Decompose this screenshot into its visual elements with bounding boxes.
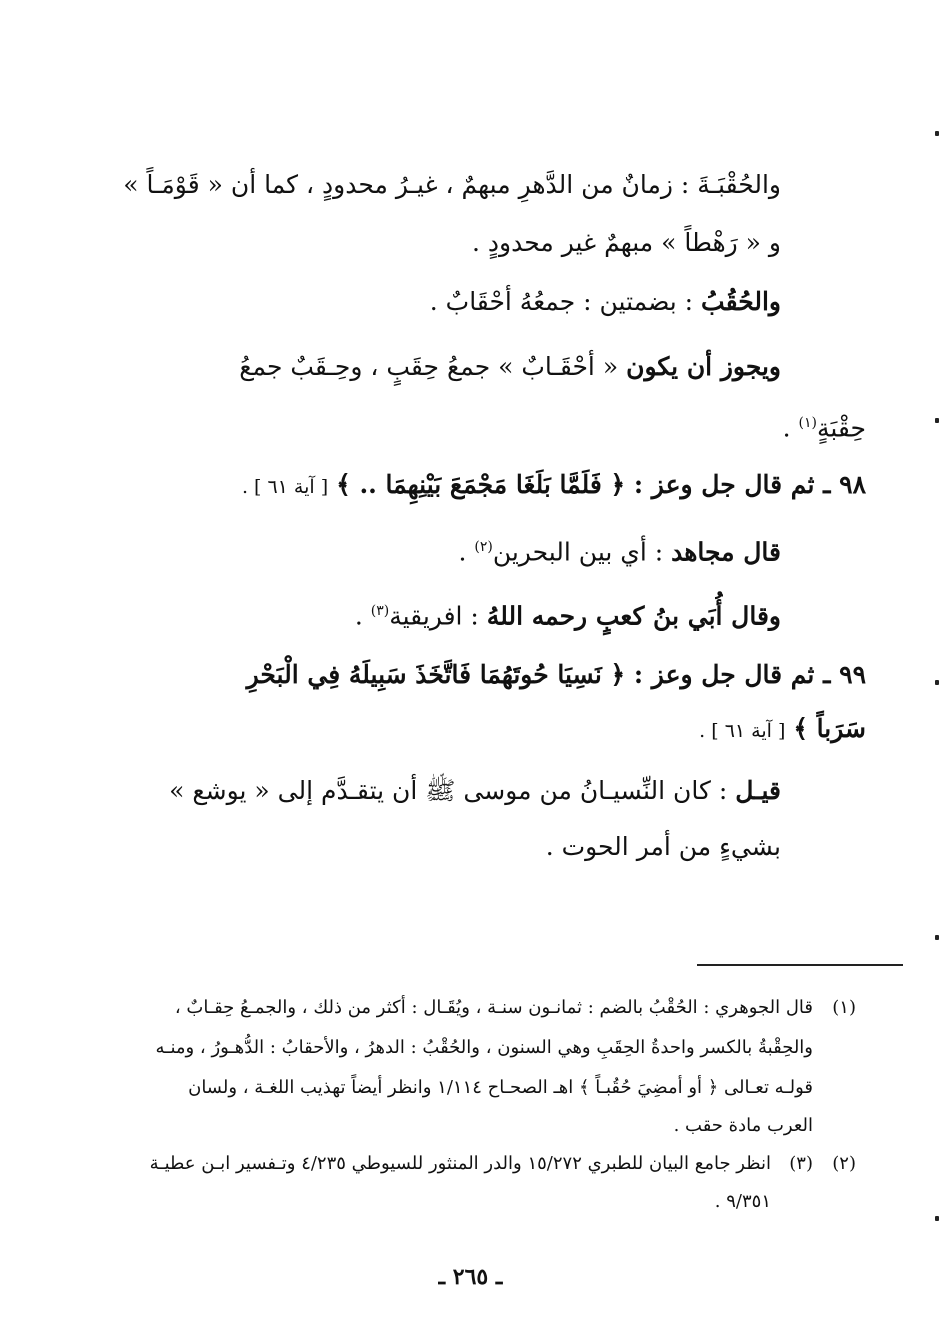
term-qil: قيـل xyxy=(735,776,781,805)
text-run: . xyxy=(354,601,363,631)
text-run: (١) xyxy=(832,997,856,1018)
item-99-line2 xyxy=(699,712,866,748)
verse-ref-99: [ آية ٦١ ] . xyxy=(699,720,786,742)
item-98-heading: ٩٨ ـ ثم قال جل وعز : ﴿ فَلَمَّا بَلَغَا مَجْمَعَ بَيْنِهِمَا .. ﴾ xyxy=(336,470,866,499)
text-run: العرب مادة حقب . xyxy=(673,1115,813,1136)
paragraph-ahqab-line1 xyxy=(239,350,781,384)
paragraph-huqbah-line2 xyxy=(472,226,781,260)
footnote-1-line3 xyxy=(188,1075,813,1101)
edge-mark xyxy=(935,1216,939,1221)
footnote-1-line4 xyxy=(674,1113,813,1139)
verse-ref-98: [ آية ٦١ ] . xyxy=(241,476,329,498)
paragraph-qil-line1 xyxy=(169,774,781,808)
footnote-2-line2 xyxy=(715,1189,771,1215)
speaker-mujahid: قال مجاهد xyxy=(671,537,781,567)
footnote-ref-3: (٣) xyxy=(370,603,390,619)
item-99-heading: ٩٩ ـ ثم قال جل وعز : ﴿ نَسِيَا حُوتَهُمَا فَاتَّخَذَ سَبِيلَهُ فِي الْبَحْرِ xyxy=(246,660,866,689)
speaker-ubay: وقال أُبَي بنُ كعبٍ رحمه اللهُ xyxy=(486,601,781,631)
text-run: : بضمتين : جمعُهُ أحْقَابٌ . xyxy=(429,287,694,316)
footnote-1-line2 xyxy=(156,1035,813,1061)
footnote-ref-1: (١) xyxy=(798,415,817,431)
edge-mark xyxy=(935,680,939,685)
text-run: والحُقْبَـةَ : زمانٌ من الدَّهرِ مبهمٌ ، غيـرُ محدودٍ ، كما أن « قَوْمَـاً » xyxy=(123,170,781,199)
text-run: والحِقْبةُ بالكسر واحدةُ الحِقَبِ وهي السنون ، والحُقْبُ : الدهرُ ، والأحقابُ : الدُّهـورُ ، ومنـه xyxy=(155,1037,813,1058)
text-run: : افريقية xyxy=(389,601,479,631)
text-run: و « رَهْطاً » مبهمٌ غير محدودٍ . xyxy=(472,228,781,257)
phrase-yajuz: ويجوز أن يكون xyxy=(626,352,781,381)
edge-mark xyxy=(935,131,939,136)
text-run: « أحْقَـابٌ » جمعُ حِقَبٍ ، وحِـقَبٌ جمعُ xyxy=(239,352,619,381)
text-run: قال الجوهري : الحُقْبُ بالضم : ثمانـون سنـة ، ويُقَـال : أكثر من ذلك ، والجمـعُ حِقـابٌ ، xyxy=(174,997,813,1018)
paragraph-ahqab-line2 xyxy=(783,406,866,445)
text-run: : كان النِّسيـانُ من موسى ﷺ أن يتقـدَّم إلى « يوشع » xyxy=(169,776,728,805)
text-run: . xyxy=(458,537,467,567)
paragraph-huqub xyxy=(430,285,781,319)
edge-mark xyxy=(935,418,939,423)
item-99-line1 xyxy=(247,658,866,692)
footnote-2-line1 xyxy=(150,1151,771,1177)
paragraph-mujahid xyxy=(458,530,781,569)
paragraph-ubay xyxy=(355,594,781,633)
text-run: (٣) xyxy=(789,1153,813,1174)
page-number: ـ ٢٦٥ ـ xyxy=(438,1264,503,1290)
text-run: حِقْبَةٍ xyxy=(816,413,866,443)
text-run: انظر جامع البيان للطبري ١٥/٢٧٢ والدر المنثور للسيوطي ٤/٢٣٥ وتـفسير ابـن عطيـة xyxy=(149,1153,771,1174)
footnote-separator xyxy=(697,964,903,966)
text-run: (٢) xyxy=(832,1153,856,1174)
item-98 xyxy=(242,468,866,504)
footnote-2-number xyxy=(832,1151,856,1177)
footnote-1-number xyxy=(832,995,856,1021)
paragraph-qil-line2 xyxy=(546,830,781,864)
footnote-3-number xyxy=(789,1151,813,1177)
text-run: . xyxy=(782,413,791,443)
edge-mark xyxy=(935,935,939,940)
term-huqub: والحُقُبُ xyxy=(701,287,781,316)
text-run: قولـه تعـالى ﴿ أو أمضِيَ حُقُبـاً ﴾ اهـ الصحـاح ١/١١٤ وانظر أيضاً تهذيب اللغـة ، ولسان xyxy=(188,1077,813,1098)
text-run: بشيءٍ من أمر الحوت . xyxy=(545,832,781,861)
text-run: : أي بين البحرين xyxy=(492,537,664,567)
item-99-verse-end: سَرَباً ﴾ xyxy=(793,714,866,743)
text-run: ٩/٣٥١ . xyxy=(714,1191,771,1212)
paragraph-huqbah-line1 xyxy=(123,168,781,202)
footnote-1-line1 xyxy=(175,995,813,1021)
footnote-ref-2: (٢) xyxy=(474,539,493,555)
